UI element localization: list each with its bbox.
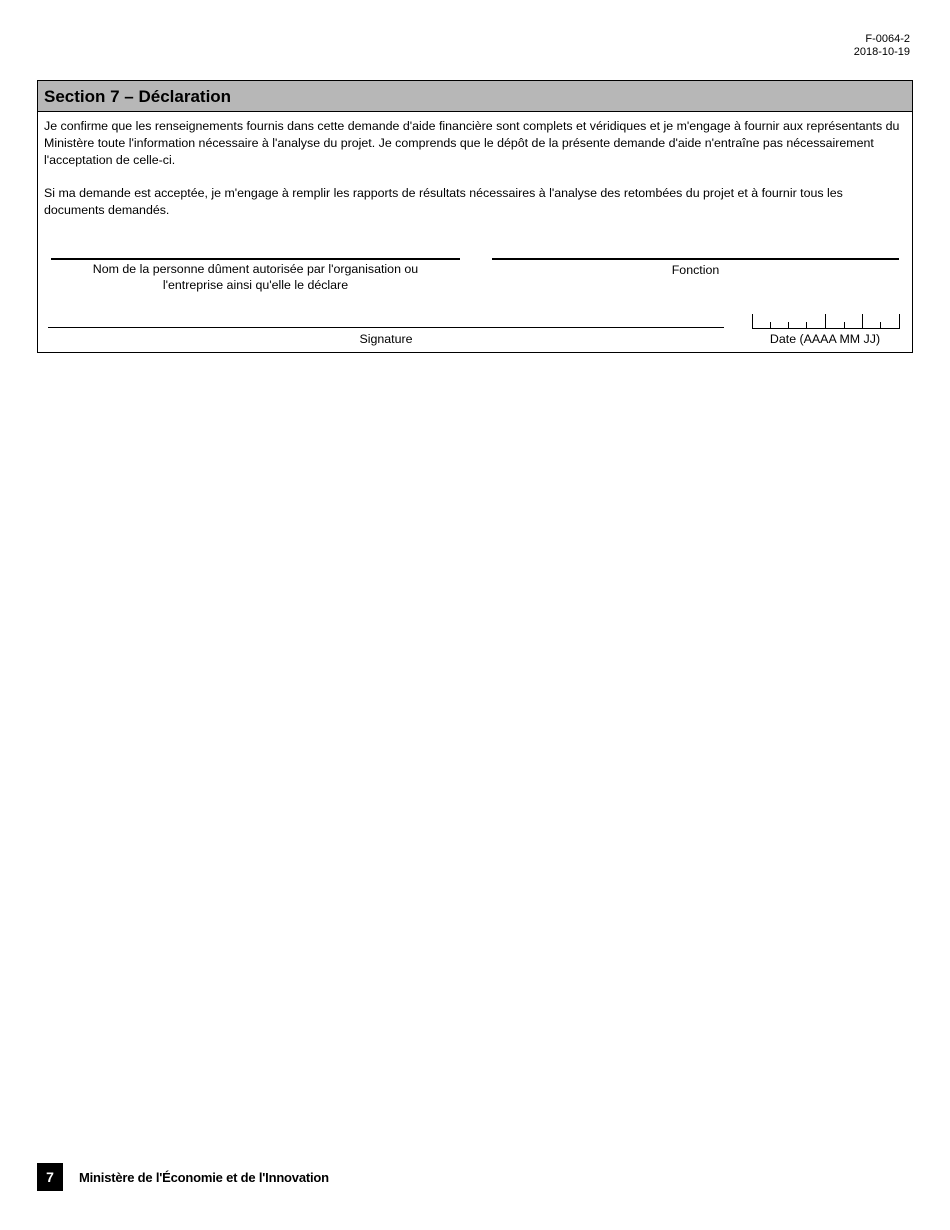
date-digit-divider [844, 322, 845, 328]
date-digit-divider [770, 322, 771, 328]
date-field-label: Date (AAAA MM JJ) [769, 332, 881, 346]
date-group-divider [862, 314, 863, 328]
declaration-paragraph-2: Si ma demande est acceptée, je m'engage à remplir les rapports de résultats nécessaires à l'analyse des retombées du projet et à fournir tous les documents demandés. [44, 186, 843, 217]
section-title: Section 7 – Déclaration [38, 81, 912, 112]
function-field-label: Fonction [671, 263, 720, 277]
form-code: F-0064-2 [865, 33, 910, 45]
date-digit-divider [880, 322, 881, 328]
declaration-section [37, 80, 913, 353]
form-identifier [854, 33, 910, 59]
signature-field[interactable] [48, 327, 724, 328]
date-field[interactable] [752, 314, 900, 329]
signature-field-label: Signature [359, 332, 413, 346]
date-digit-divider [806, 322, 807, 328]
page-footer [37, 1163, 329, 1191]
ministry-name: Ministère de l'Économie et de l'Innovation [79, 1169, 329, 1185]
date-digit-divider [788, 322, 789, 328]
declaration-paragraph-1: Je confirme que les renseignements fournis dans cette demande d'aide financière sont complets et véridiques et je m'engage à fournir aux représentants du Ministère toute l'information nécessaire à l'analyse du projet. Je comprends que le dépôt de la présente demande d'aide n'entraîne pas nécessairement l'acceptation de celle-ci. [44, 119, 900, 167]
form-revision-date: 2018-10-19 [853, 46, 910, 58]
name-field-label: Nom de la personne dûment autorisée par l'organisation ou l'entreprise ainsi qu'elle le déclare [92, 262, 419, 292]
page-number: 7 [37, 1163, 63, 1191]
function-field[interactable] [492, 258, 899, 260]
date-group-divider [825, 314, 826, 328]
name-field[interactable] [51, 258, 460, 260]
